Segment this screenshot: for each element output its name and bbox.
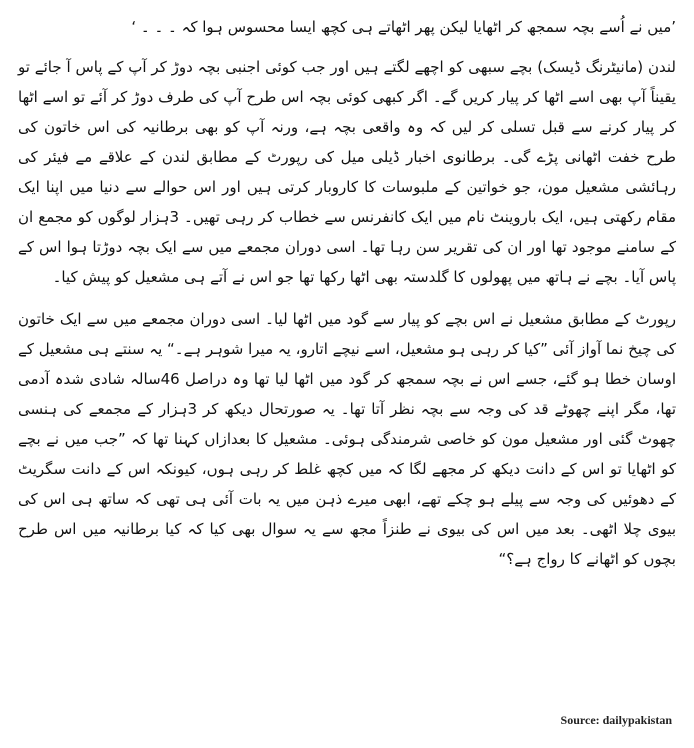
article-paragraph-1: لندن (مانیٹرنگ ڈیسک) بچے سبھی کو اچھے لگتے ہیں اور جب کوئی اجنبی بچہ دوڑ کر آپ کے پاس آ جائے تو یقیناً آپ بھی اسے اٹھا کر پیار کریں گے۔ اگر کبھی کوئی بچہ اس طرح آپ کی طرف دوڑ کر آئے تو اسے اٹھا کر پیار کرنے سے قبل تسلی کر لیں کہ وہ واقعی بچہ ہے، ورنہ آپ کو بھی برطانیہ کی اس خاتون کی طرح خفت اٹھانی پڑے گی۔ برطانوی اخبار ڈیلی میل کی رپورٹ کے مطابق لندن کے علاقے مے فیئر کی رہائشی مشعیل مون، جو خواتین کے ملبوسات کا کاروبار کرتی ہیں اور اس حوالے سے دنیا میں اپنا ایک مقام رکھتی ہیں، ایک باروینٹ نام میں ایک کانفرنس سے خطاب کر رہی تھیں۔ 3ہزار لوگوں کو مجمع ان کے سامنے موجود تھا اور ان کی تقریر سن رہا تھا۔ اسی دوران مجمعے میں سے ایک بچہ دوڑتا ہوا اس کے پاس آیا۔ بچے نے ہاتھ میں پھولوں کا گلدستہ بھی اٹھا رکھا تھا جو اس نے آتے ہی مشعیل کو پیش کیا۔ (18, 58, 676, 286)
article-paragraph-2: رپورٹ کے مطابق مشعیل نے اس بچے کو پیار سے گود میں اٹھا لیا۔ اسی دوران مجمعے میں سے ایک خاتون کی چیخ نما آواز آئی ”کیا کر رہی ہو مشعیل، اسے نیچے اتارو، یہ میرا شوہر ہے۔“ یہ سنتے ہی مشعیل کے اوسان خطا ہو گئے، جسے اس نے بچہ سمجھ کر گود میں اٹھا لیا تھا وہ دراصل 46سالہ شادی شدہ آدمی تھا، مگر اپنے چھوٹے قد کی وجہ سے بچہ نظر آتا تھا۔ یہ صورتحال دیکھ کر 3ہزار کے مجمعے کی ہنسی چھوٹ گئی اور مشعیل مون کو خاصی شرمندگی ہوئی۔ مشعیل کا بعدازاں کہنا تھا کہ ”جب میں نے بچے کو اٹھایا تو اس کے دانت دیکھ کر مجھے لگا کہ میں کچھ غلط کر رہی ہوں، کیونکہ اس کے دانت سگریٹ کے دھوئیں کی وجہ سے پیلے ہو چکے تھے، ابھی میرے ذہن میں یہ بات آئی ہی تھی کہ ساتھ ہی اس کی بیوی چلا اٹھی۔ بعد میں اس کی بیوی نے طنزاً مجھ سے یہ سوال بھی کیا کہ کیا برطانیہ میں اس طرح بچوں کو اٹھانے کا رواج ہے؟“ (18, 310, 676, 568)
source-credit: Source: dailypakistan (560, 713, 672, 727)
article-headline-quote: ’میں نے اُسے بچہ سمجھ کر اٹھایا لیکن پھر اٹھاتے ہی کچھ ایسا محسوس ہوا کہ ۔ ۔ ۔ ‘ (131, 18, 676, 36)
